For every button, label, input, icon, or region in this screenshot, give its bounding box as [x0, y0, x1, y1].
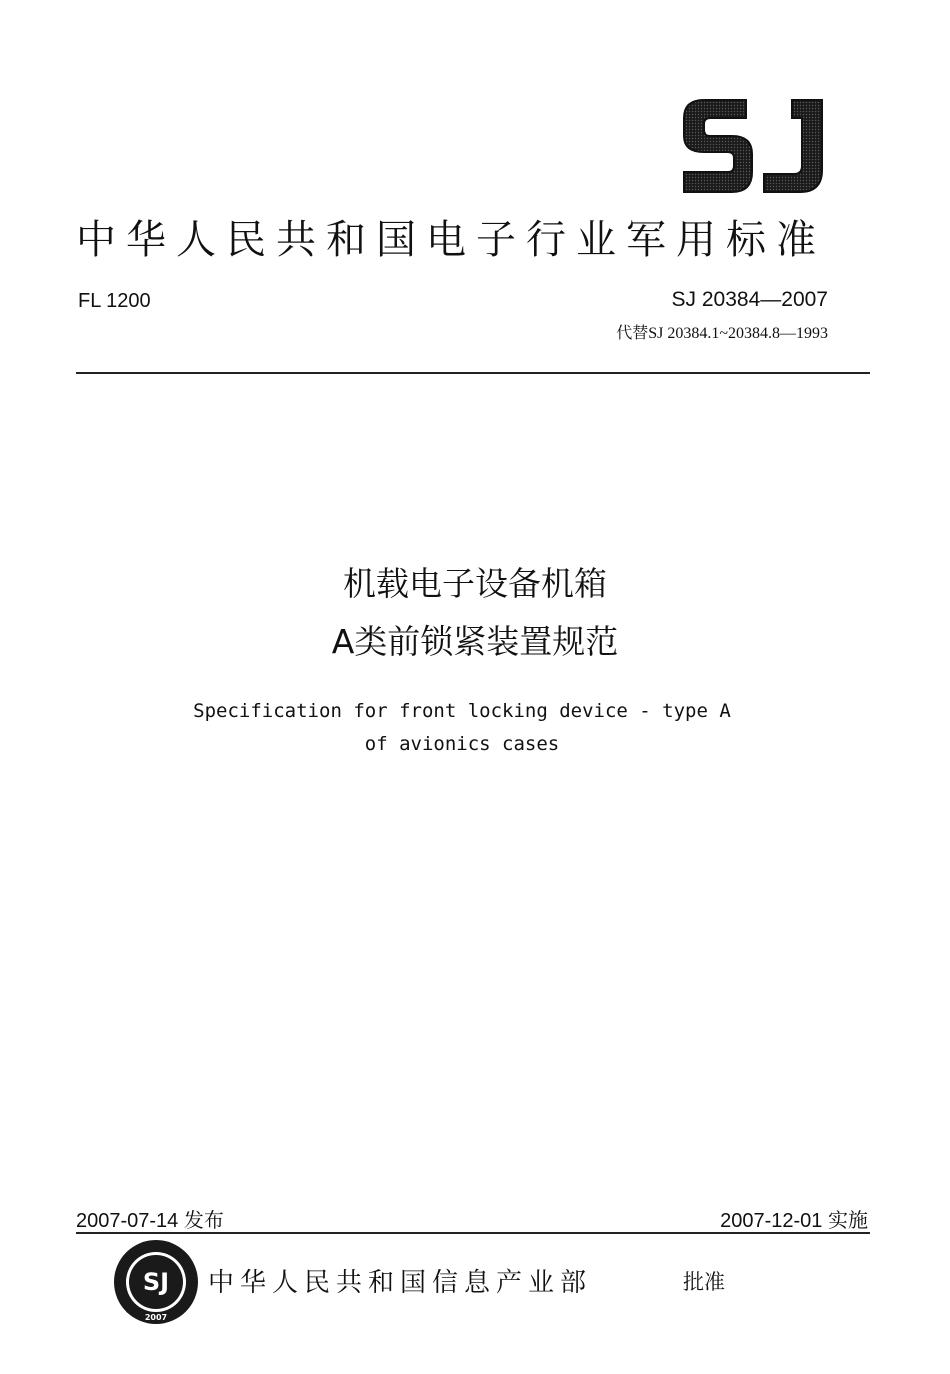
- bottom-divider: [76, 1232, 870, 1234]
- sj-logo: [676, 92, 832, 202]
- title-en-line2: of avionics cases: [364, 733, 560, 755]
- organization-title: 中华人民共和国电子行业军用标准: [76, 217, 826, 263]
- title-cn-line1: 机载电子设备机箱: [343, 564, 607, 603]
- seal-year: 2007: [144, 1313, 168, 1322]
- seal-logo: SJ: [142, 1268, 170, 1296]
- title-cn-line2: A类前锁紧装置规范: [331, 622, 619, 661]
- top-divider: [76, 372, 870, 374]
- approved-label: 批准: [683, 1270, 725, 1294]
- implementation-date: 2007-12-01 实施: [720, 1210, 868, 1232]
- standard-number: SJ 20384—2007: [671, 288, 828, 311]
- replaces-note: 代替SJ 20384.1~20384.8—1993: [616, 325, 828, 342]
- title-en-line1: Specification for front locking device - type A: [193, 700, 731, 722]
- ministry-seal: [112, 1238, 200, 1326]
- issuing-authority: 中华人民共和国信息产业部: [208, 1268, 593, 1298]
- issue-date: 2007-07-14 发布: [76, 1210, 224, 1232]
- classification-code: FL 1200: [78, 290, 151, 312]
